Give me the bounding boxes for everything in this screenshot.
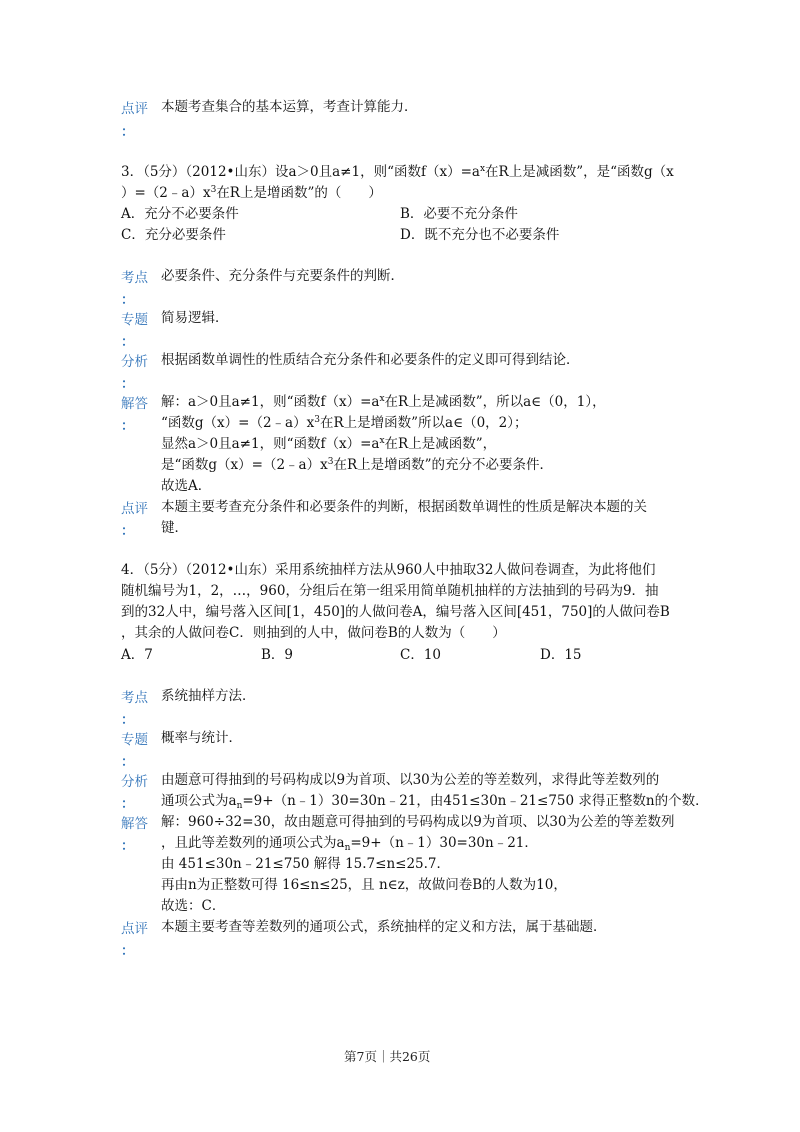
label-colon: ： [121,335,135,350]
q3-kaodian-label: 考点 [121,270,148,286]
label-colon: ： [121,839,135,854]
label-colon: ： [121,755,135,770]
q4-stem-line-1: 4．（5分）（2012•山东）采用系统抽样方法从960人中抽取32人做问卷调查，为此将他们 [121,562,656,578]
q3-solution-line-4: 是“函数$g(x)=(2﹣a)x^3$在R上是增函数”的充分不必要条件． [161,457,554,473]
q4-kaodian-label: 考点 [121,690,148,706]
q3-zhuanti-label: 专题 [121,312,148,328]
q4-solution-line-2: ，且此等差数列的通项公式为$a_n=9+(n﹣1)30=30n﹣21$． [161,835,538,853]
q4-jieda-label: 解答 [121,816,148,832]
q3-option-d: D．既不充分也不必要条件 [400,227,560,243]
q3-option-a: A．充分不必要条件 [121,206,239,222]
comment-label: 点评 [121,101,148,117]
q4-kaodian-text: 系统抽样方法． [161,688,256,704]
q4-fenxi-line-2: 通项公式为$a_n=9+(n﹣1)30=30n﹣21$，由451≤30n﹣21≤750 求得正整数n的个数． [161,793,709,811]
label-colon: ： [121,293,135,308]
q3-dianping-label: 点评 [121,501,148,517]
q4-zhuanti-text: 概率与统计． [161,730,242,746]
q4-stem-line-4: ，其余的人做问卷C．则抽到的人中，做问卷B的人数为（ ） [121,625,506,641]
q4-dianping-text: 本题主要考查等差数列的通项公式，系统抽样的定义和方法，属于基础题． [161,919,607,935]
q4-dianping-label: 点评 [121,921,148,937]
q4-option-a: A．7 [121,647,153,663]
label-colon: ： [121,524,135,539]
label-colon: ： [121,944,135,959]
label-colon: ： [121,377,135,392]
comment-text: 本题考查集合的基本运算，考查计算能力． [161,99,418,115]
q3-solution-line-1: 解：a＞0且a≠1，则“函数$f(x)=a^x$在R上是减函数”，所以a∈（0，1）， [161,394,606,410]
page-footer: 第7页｜共26页 [344,1049,431,1064]
q4-stem-line-2: 随机编号为1，2，…，960，分组后在第一组采用简单随机抽样的方法抽到的号码为9．抽 [121,583,659,599]
q4-option-d: D．15 [540,647,582,663]
label-colon: ： [121,713,135,728]
q4-solution-line-4: 再由n为正整数可得 16≤n≤25，且 n∈z，故做问卷B的人数为10， [161,877,567,893]
label-colon: ： [121,125,135,140]
q3-option-b: B．必要不充分条件 [400,206,518,222]
q3-stem-line-1: 3．（5分）（2012•山东）设a＞0且a≠1，则“函数$f(x)=a^x$在R上是减函数”，是“函数g（x [121,164,674,180]
q4-stem-line-3: 到的32人中，编号落入区间[1，450]的人做问卷A，编号落入区间[451，750]的人做问卷B [121,604,670,620]
q4-option-c: C．10 [400,647,442,663]
q4-zhuanti-label: 专题 [121,732,148,748]
q4-solution-line-5: 故选：C． [161,898,226,914]
q3-zhuanti-text: 简易逻辑． [161,310,229,326]
q3-dianping-line-1: 本题主要考查充分条件和必要条件的判断，根据函数单调性的性质是解决本题的关 [161,499,647,515]
q3-fenxi-text: 根据函数单调性的性质结合充分条件和必要条件的定义即可得到结论． [161,352,580,368]
q3-option-c: C．充分必要条件 [121,227,226,243]
q3-stem-line-2: ）$=(2﹣a)x^3$在R上是增函数”的（ ） [121,185,382,201]
q3-kaodian-text: 必要条件、充分条件与充要条件的判断． [161,268,404,284]
q3-solution-line-2: “函数$g(x)=(2﹣a)x^3$在R上是增函数”所以a∈（0，2）； [161,415,528,431]
q3-solution-line-3: 显然a＞0且a≠1，则“函数$f(x)=a^x$在R上是减函数”， [161,436,497,452]
q4-solution-line-1: 解：960÷32=30，故由题意可得抽到的号码构成以9为首项、以30为公差的等差数列 [161,814,675,830]
q4-solution-line-3: 由 451≤30n﹣21≤750 解得 15.7≤n≤25.7． [161,856,451,872]
q4-fenxi-label: 分析 [121,774,148,790]
label-colon: ： [121,797,135,812]
q3-fenxi-label: 分析 [121,354,148,370]
label-colon: ： [121,419,135,434]
q4-fenxi-line-1: 由题意可得抽到的号码构成以9为首项、以30为公差的等差数列，求得此等差数列的 [161,772,660,788]
q3-jieda-label: 解答 [121,396,148,412]
q4-option-b: B．9 [261,647,294,663]
q3-dianping-line-2: 键． [161,520,188,536]
q3-solution-line-5: 故选A． [161,478,212,494]
